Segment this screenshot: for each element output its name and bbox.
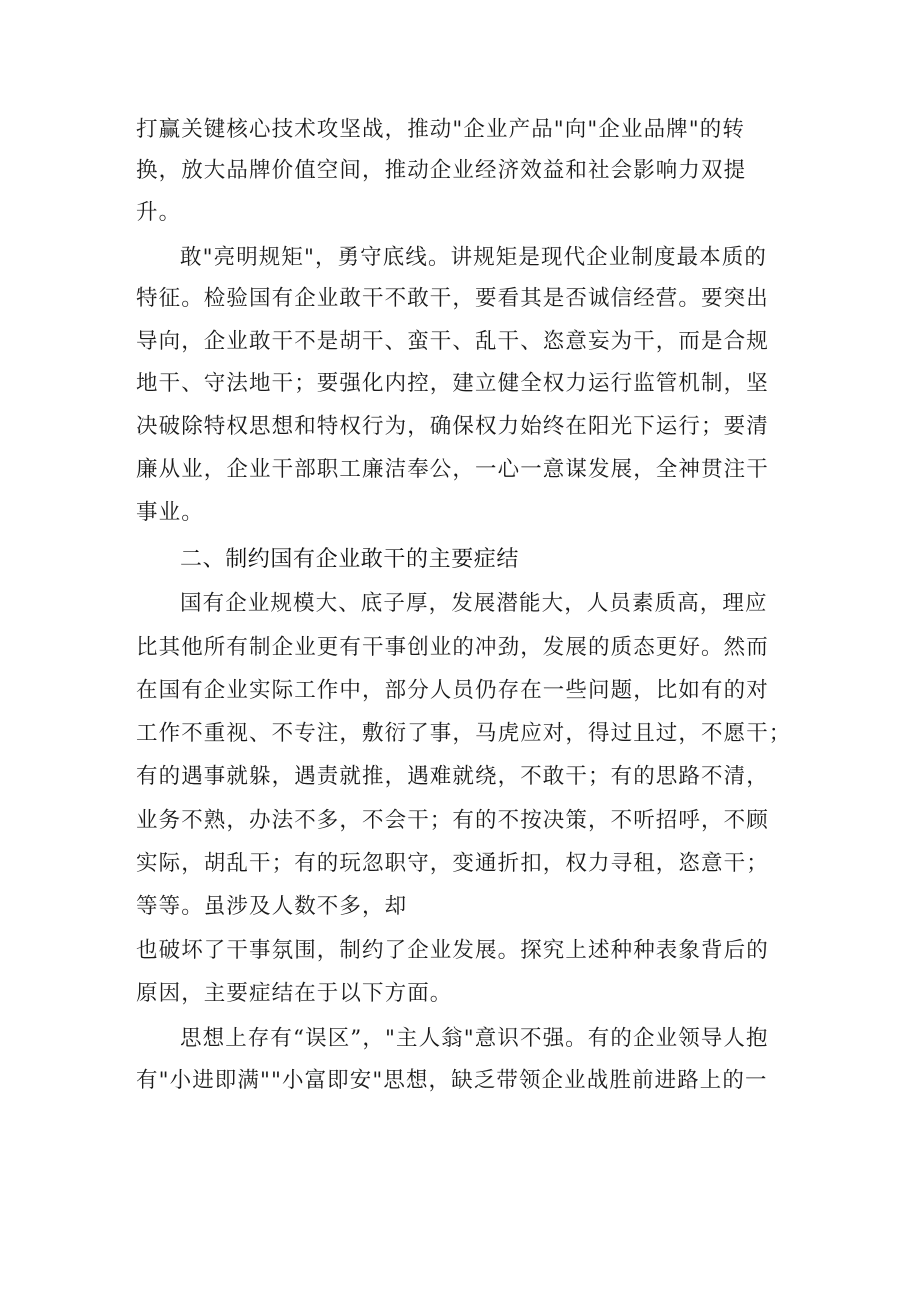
paragraph-line: 廉从业，企业干部职工廉洁奉公，一心一意谋发展，全神贯注干 — [136, 457, 769, 482]
paragraph-line: 思想上存有“误区”，"主人翁"意识不强。有的企业领导人抱 — [180, 1026, 769, 1051]
section-heading: 二、制约国有企业敢干的主要症结 — [180, 547, 520, 572]
paragraph-line: 特征。检验国有企业敢干不敢干，要看其是否诚信经营。要突出 — [136, 286, 769, 311]
paragraph-line: 打赢关键核心技术攻坚战，推动"企业产品"向"企业品牌"的转 — [136, 117, 745, 142]
paragraph-line: 决破除特权思想和特权行为，确保权力始终在阳光下运行；要清 — [136, 414, 769, 439]
paragraph-line: 升。 — [136, 200, 182, 225]
paragraph-line: 国有企业规模大、底子厚，发展潜能大，人员素质高，理应 — [180, 591, 768, 616]
paragraph-line: 原因，主要症结在于以下方面。 — [136, 981, 453, 1006]
paragraph-line: 换，放大品牌价值空间，推动企业经济效益和社会影响力双提 — [136, 158, 747, 183]
paragraph-line: 业务不熟，办法不多，不会干；有的不按决策，不听招呼，不顾 — [136, 808, 769, 833]
paragraph-line: 有"小进即满""小富即安"思想，缺乏带领企业战胜前进路上的一 — [136, 1068, 768, 1093]
paragraph-line: 敢"亮明规矩"，勇守底线。讲规矩是现代企业制度最本质的 — [180, 245, 767, 270]
paragraph-line: 地干、守法地干；要强化内控，建立健全权力运行监管机制，坚 — [136, 371, 769, 396]
paragraph-line: 工作不重视、不专注，敷衍了事，马虎应对，得过且过，不愿干； — [136, 721, 792, 746]
paragraph-line: 比其他所有制企业更有干事创业的冲劲，发展的质态更好。然而 — [136, 635, 769, 660]
paragraph-line: 有的遇事就躲，遇责就推，遇难就绕，不敢干；有的思路不清， — [136, 764, 769, 789]
paragraph-line: 导向，企业敢干不是胡干、蛮干、乱干、恣意妄为干，而是合规 — [136, 329, 769, 354]
paragraph-line: 事业。 — [136, 500, 204, 525]
paragraph-line: 也破坏了干事氛围，制约了企业发展。探究上述种种表象背后的 — [136, 938, 769, 963]
paragraph-line: 等等。虽涉及人数不多，却 — [136, 894, 408, 919]
paragraph-line: 在国有企业实际工作中，部分人员仍存在一些问题，比如有的对 — [136, 678, 769, 703]
paragraph-line: 实际，胡乱干；有的玩忽职守，变通折扣，权力寻租，恣意干； — [136, 851, 769, 876]
